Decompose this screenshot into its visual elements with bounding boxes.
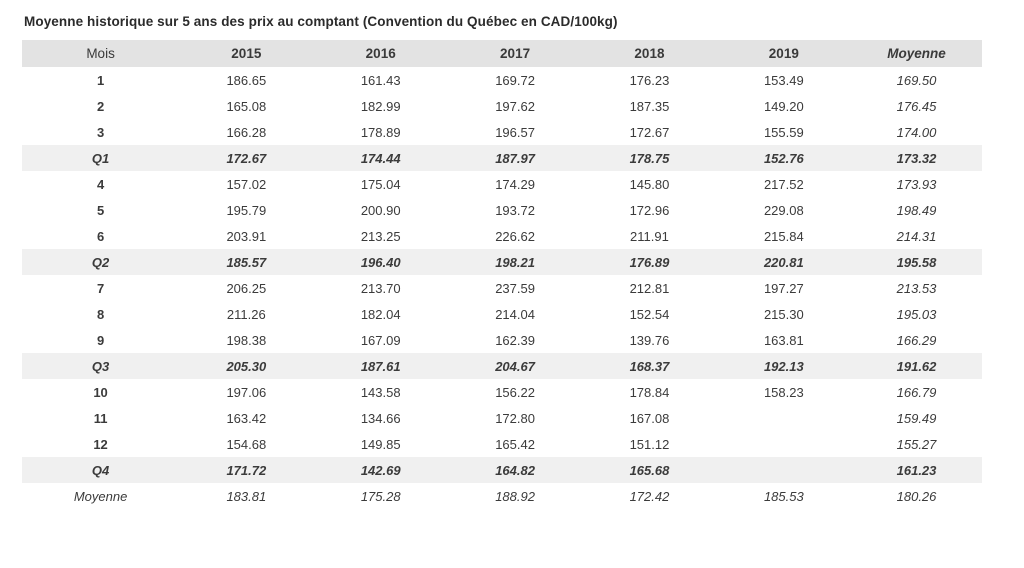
cell-average: 161.23 [896,462,937,478]
cell-2015: 205.30 [226,358,267,374]
cell-2018: 168.37 [629,358,670,374]
cell-average: 195.03 [896,306,937,322]
cell-2015: 166.28 [226,124,267,140]
cell-2015: 186.65 [226,72,267,88]
cell-2018: 151.12 [629,436,670,452]
cell-2017: 187.97 [495,150,535,166]
cell-2017: 196.57 [495,124,535,140]
cell-2018: 172.42 [629,488,670,504]
cell-2019: 197.27 [763,280,804,296]
row-label: 2 [96,98,105,114]
table-row-quarter [22,249,982,275]
cell-2016: 134.66 [360,410,401,426]
cell-average: 166.79 [896,384,937,400]
row-label: 8 [96,306,105,322]
cell-2019 [717,405,851,431]
cell-2019: 229.08 [763,202,804,218]
row-label: 9 [96,332,105,348]
table-row [22,431,982,457]
cell-2018: 145.80 [629,176,670,192]
cell-2019: 185.53 [763,488,804,504]
cell-average: 169.50 [896,72,937,88]
cell-2018: 187.35 [629,98,670,114]
cell-2018: 212.81 [629,280,670,296]
cell-2017: 197.62 [495,98,535,114]
table-row [22,327,982,353]
cell-2015: 197.06 [226,384,267,400]
table-row [22,223,982,249]
cell-2016: 200.90 [360,202,401,218]
cell-2015: 203.91 [226,228,267,244]
cell-2017: 204.67 [495,358,535,374]
cell-2015: 154.68 [226,436,267,452]
table-row-quarter [22,457,982,483]
cell-2016: 182.99 [360,98,401,114]
cell-2016: 175.04 [360,176,401,192]
cell-2017: 198.21 [495,254,535,270]
row-label: 5 [96,202,105,218]
table-row [22,171,982,197]
cell-2019: 163.81 [763,332,804,348]
cell-2017: 214.04 [495,306,535,322]
table-body [22,67,982,509]
cell-2018: 176.23 [629,72,670,88]
cell-2019: 215.30 [763,306,804,322]
cell-2016: 143.58 [360,384,401,400]
column-header-average: Moyenne [851,40,982,67]
cell-2015: 206.25 [226,280,267,296]
table-row [22,405,982,431]
cell-2017: 156.22 [495,384,535,400]
cell-average: 176.45 [896,98,937,114]
cell-average: 214.31 [896,228,937,244]
row-label: 7 [96,280,105,296]
cell-2015: 183.81 [226,488,267,504]
table-header [22,40,982,67]
row-label: Q3 [91,358,110,374]
cell-2019: 149.20 [763,98,804,114]
cell-2016: 187.61 [360,358,401,374]
column-header-2018: 2018 [582,40,716,67]
column-header-2016: 2016 [314,40,448,67]
cell-2015: 198.38 [226,332,267,348]
cell-2017: 237.59 [495,280,535,296]
column-header-2017: 2017 [448,40,582,67]
cell-average: 173.32 [896,150,937,166]
row-label: 3 [96,124,105,140]
cell-2017: 226.62 [495,228,535,244]
cell-2016: 213.70 [360,280,401,296]
cell-average: 155.27 [896,436,937,452]
cell-average: 180.26 [896,488,937,504]
cell-2017: 172.80 [495,410,535,426]
table-row-average [22,483,982,509]
row-label: 12 [93,436,108,452]
cell-average: 195.58 [896,254,937,270]
cell-average: 159.49 [896,410,937,426]
cell-2016: 196.40 [360,254,401,270]
table-row [22,197,982,223]
cell-2015: 157.02 [226,176,267,192]
cell-2015: 172.67 [226,150,267,166]
cell-2017: 164.82 [495,462,535,478]
cell-2018: 176.89 [629,254,670,270]
cell-2016: 213.25 [360,228,401,244]
cell-2018: 178.84 [629,384,670,400]
table-row [22,379,982,405]
cell-average: 166.29 [896,332,937,348]
cell-2015: 165.08 [226,98,267,114]
cell-2018: 172.96 [629,202,670,218]
cell-2018: 172.67 [629,124,670,140]
cell-2018: 211.91 [630,228,669,244]
cell-2018: 178.75 [629,150,670,166]
cell-2017: 169.72 [495,72,535,88]
row-label: Q2 [91,254,110,270]
cell-2017: 188.92 [495,488,535,504]
cell-2016: 182.04 [360,306,401,322]
row-label: Moyenne [73,488,128,504]
cell-2018: 139.76 [629,332,670,348]
cell-2019 [717,457,851,483]
cell-2015: 211.26 [226,306,266,322]
cell-2019: 158.23 [763,384,804,400]
table-row [22,301,982,327]
cell-2015: 195.79 [226,202,267,218]
row-label: 11 [93,410,108,426]
row-label: 1 [96,72,105,88]
cell-2019 [717,431,851,457]
cell-2018: 167.08 [629,410,670,426]
cell-2017: 174.29 [495,176,535,192]
cell-2016: 142.69 [360,462,401,478]
table-header-row [22,40,982,67]
cell-2017: 162.39 [495,332,535,348]
row-label: 6 [96,228,105,244]
cell-2017: 193.72 [495,202,535,218]
row-label: Q1 [91,150,110,166]
cell-2019: 217.52 [763,176,804,192]
cell-2015: 163.42 [226,410,267,426]
table-row [22,93,982,119]
table-row [22,119,982,145]
row-label: 4 [96,176,105,192]
cell-2017: 165.42 [495,436,535,452]
cell-2016: 161.43 [360,72,401,88]
cell-2019: 155.59 [763,124,804,140]
cell-2018: 152.54 [629,306,670,322]
cell-2016: 149.85 [360,436,401,452]
historical-price-table [22,40,982,509]
cell-2016: 175.28 [360,488,401,504]
table-row [22,275,982,301]
cell-2015: 171.72 [226,462,267,478]
column-header-2019: 2019 [717,40,851,67]
cell-2018: 165.68 [629,462,670,478]
cell-2019: 220.81 [763,254,804,270]
cell-average: 191.62 [896,358,937,374]
cell-average: 174.00 [896,124,937,140]
cell-2016: 178.89 [360,124,401,140]
cell-average: 213.53 [896,280,937,296]
cell-average: 173.93 [896,176,937,192]
page-title: Moyenne historique sur 5 ans des prix au comptant (Convention du Québec en CAD/100kg) [24,14,618,29]
cell-2019: 192.13 [763,358,804,374]
cell-2016: 167.09 [360,332,401,348]
cell-2019: 215.84 [763,228,804,244]
column-header-2015: 2015 [179,40,313,67]
row-label: 10 [93,384,108,400]
cell-2015: 185.57 [226,254,267,270]
cell-2016: 174.44 [360,150,401,166]
column-header-month: Mois [22,40,179,67]
cell-average: 198.49 [896,202,937,218]
row-label: Q4 [91,462,110,478]
cell-2019: 152.76 [763,150,804,166]
table-row-quarter [22,353,982,379]
table-row-quarter [22,145,982,171]
table-row [22,67,982,93]
cell-2019: 153.49 [763,72,804,88]
